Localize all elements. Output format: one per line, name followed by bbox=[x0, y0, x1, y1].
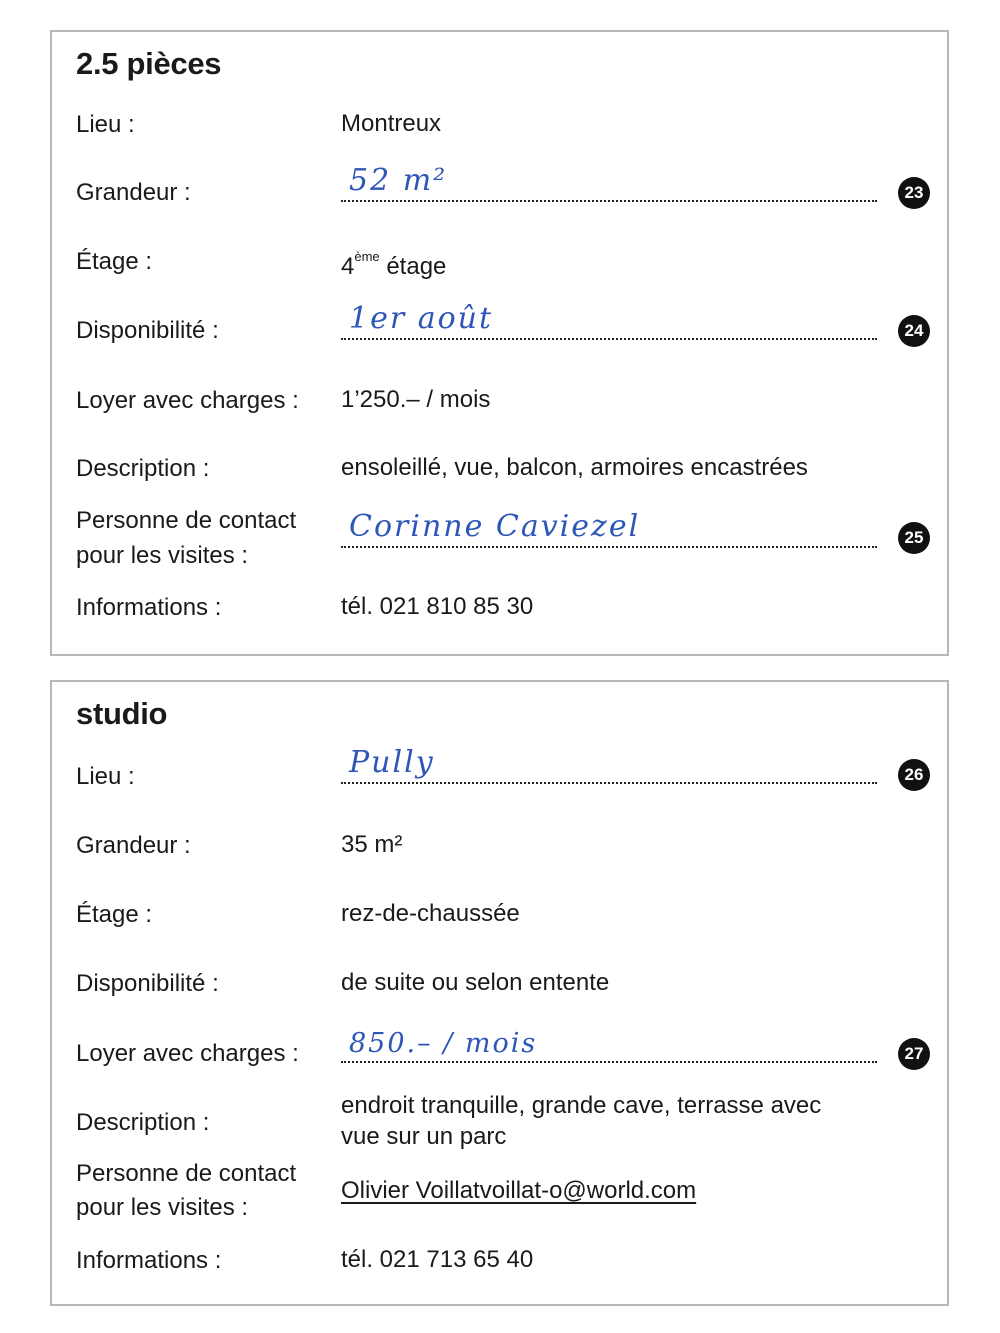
grandeur-answer-line[interactable] bbox=[341, 164, 877, 202]
etage-superscript: ème bbox=[354, 249, 380, 264]
description-label: Description : bbox=[76, 1109, 210, 1136]
description-value-line-2: vue sur un parc bbox=[341, 1123, 507, 1150]
lieu-handwritten-answer: Pully bbox=[349, 745, 435, 780]
informations-label: Informations : bbox=[76, 1247, 222, 1274]
question-number-badge: 27 bbox=[898, 1038, 930, 1070]
etage-number: 4 bbox=[341, 253, 355, 280]
disponibilite-label: Disponibilité : bbox=[76, 317, 219, 344]
etage-label: Étage : bbox=[76, 901, 153, 928]
question-number-badge: 23 bbox=[898, 177, 930, 209]
contact-answer-line[interactable] bbox=[341, 510, 877, 548]
etage-value bbox=[341, 245, 901, 283]
card-title: studio bbox=[76, 696, 168, 731]
disponibilite-label: Disponibilité : bbox=[76, 970, 219, 997]
contact-handwritten-answer: Corinne Caviezel bbox=[349, 509, 641, 544]
card-title: 2.5 pièces bbox=[76, 46, 222, 81]
contact-email-link[interactable]: Olivier Voillatvoillat-o@world.com bbox=[341, 1177, 697, 1204]
etage-label: Étage : bbox=[76, 248, 153, 275]
grandeur-label: Grandeur : bbox=[76, 179, 191, 206]
contact-label-line-1: Personne de contact bbox=[76, 507, 297, 534]
question-number-badge: 26 bbox=[898, 759, 930, 791]
listing-card-2-5-pieces bbox=[50, 30, 949, 656]
loyer-answer-line[interactable] bbox=[341, 1025, 877, 1063]
question-number-badge: 24 bbox=[898, 315, 930, 347]
lieu-label: Lieu : bbox=[76, 111, 135, 138]
etage-word: étage bbox=[386, 253, 447, 280]
grandeur-handwritten-answer: 52 m² bbox=[349, 163, 448, 198]
lieu-value: Montreux bbox=[341, 110, 442, 137]
lieu-label: Lieu : bbox=[76, 763, 135, 790]
disponibilite-handwritten-answer: 1er août bbox=[349, 301, 494, 336]
description-value-line-1: endroit tranquille, grande cave, terrasse avec bbox=[341, 1092, 822, 1119]
loyer-label: Loyer avec charges : bbox=[76, 1040, 299, 1067]
informations-value: tél. 021 713 65 40 bbox=[341, 1246, 534, 1273]
loyer-handwritten-answer: 850.– / mois bbox=[349, 1028, 538, 1059]
grandeur-label: Grandeur : bbox=[76, 832, 191, 859]
contact-label-line-1: Personne de contact bbox=[76, 1160, 297, 1187]
loyer-value: 1’250.– / mois bbox=[341, 386, 491, 413]
loyer-label: Loyer avec charges : bbox=[76, 387, 299, 414]
informations-value: tél. 021 810 85 30 bbox=[341, 593, 534, 620]
lieu-answer-line[interactable] bbox=[341, 746, 877, 784]
question-number-badge: 25 bbox=[898, 522, 930, 554]
description-label: Description : bbox=[76, 455, 210, 482]
disponibilite-value: de suite ou selon entente bbox=[341, 969, 610, 996]
description-value: ensoleillé, vue, balcon, armoires encastrées bbox=[341, 454, 808, 481]
disponibilite-answer-line[interactable] bbox=[341, 302, 877, 340]
informations-label: Informations : bbox=[76, 594, 222, 621]
etage-value: rez-de-chaussée bbox=[341, 900, 520, 927]
grandeur-value: 35 m² bbox=[341, 831, 403, 858]
contact-label-line-2: pour les visites : bbox=[76, 542, 249, 569]
contact-label-line-2: pour les visites : bbox=[76, 1194, 249, 1221]
listing-card-studio bbox=[50, 680, 949, 1306]
